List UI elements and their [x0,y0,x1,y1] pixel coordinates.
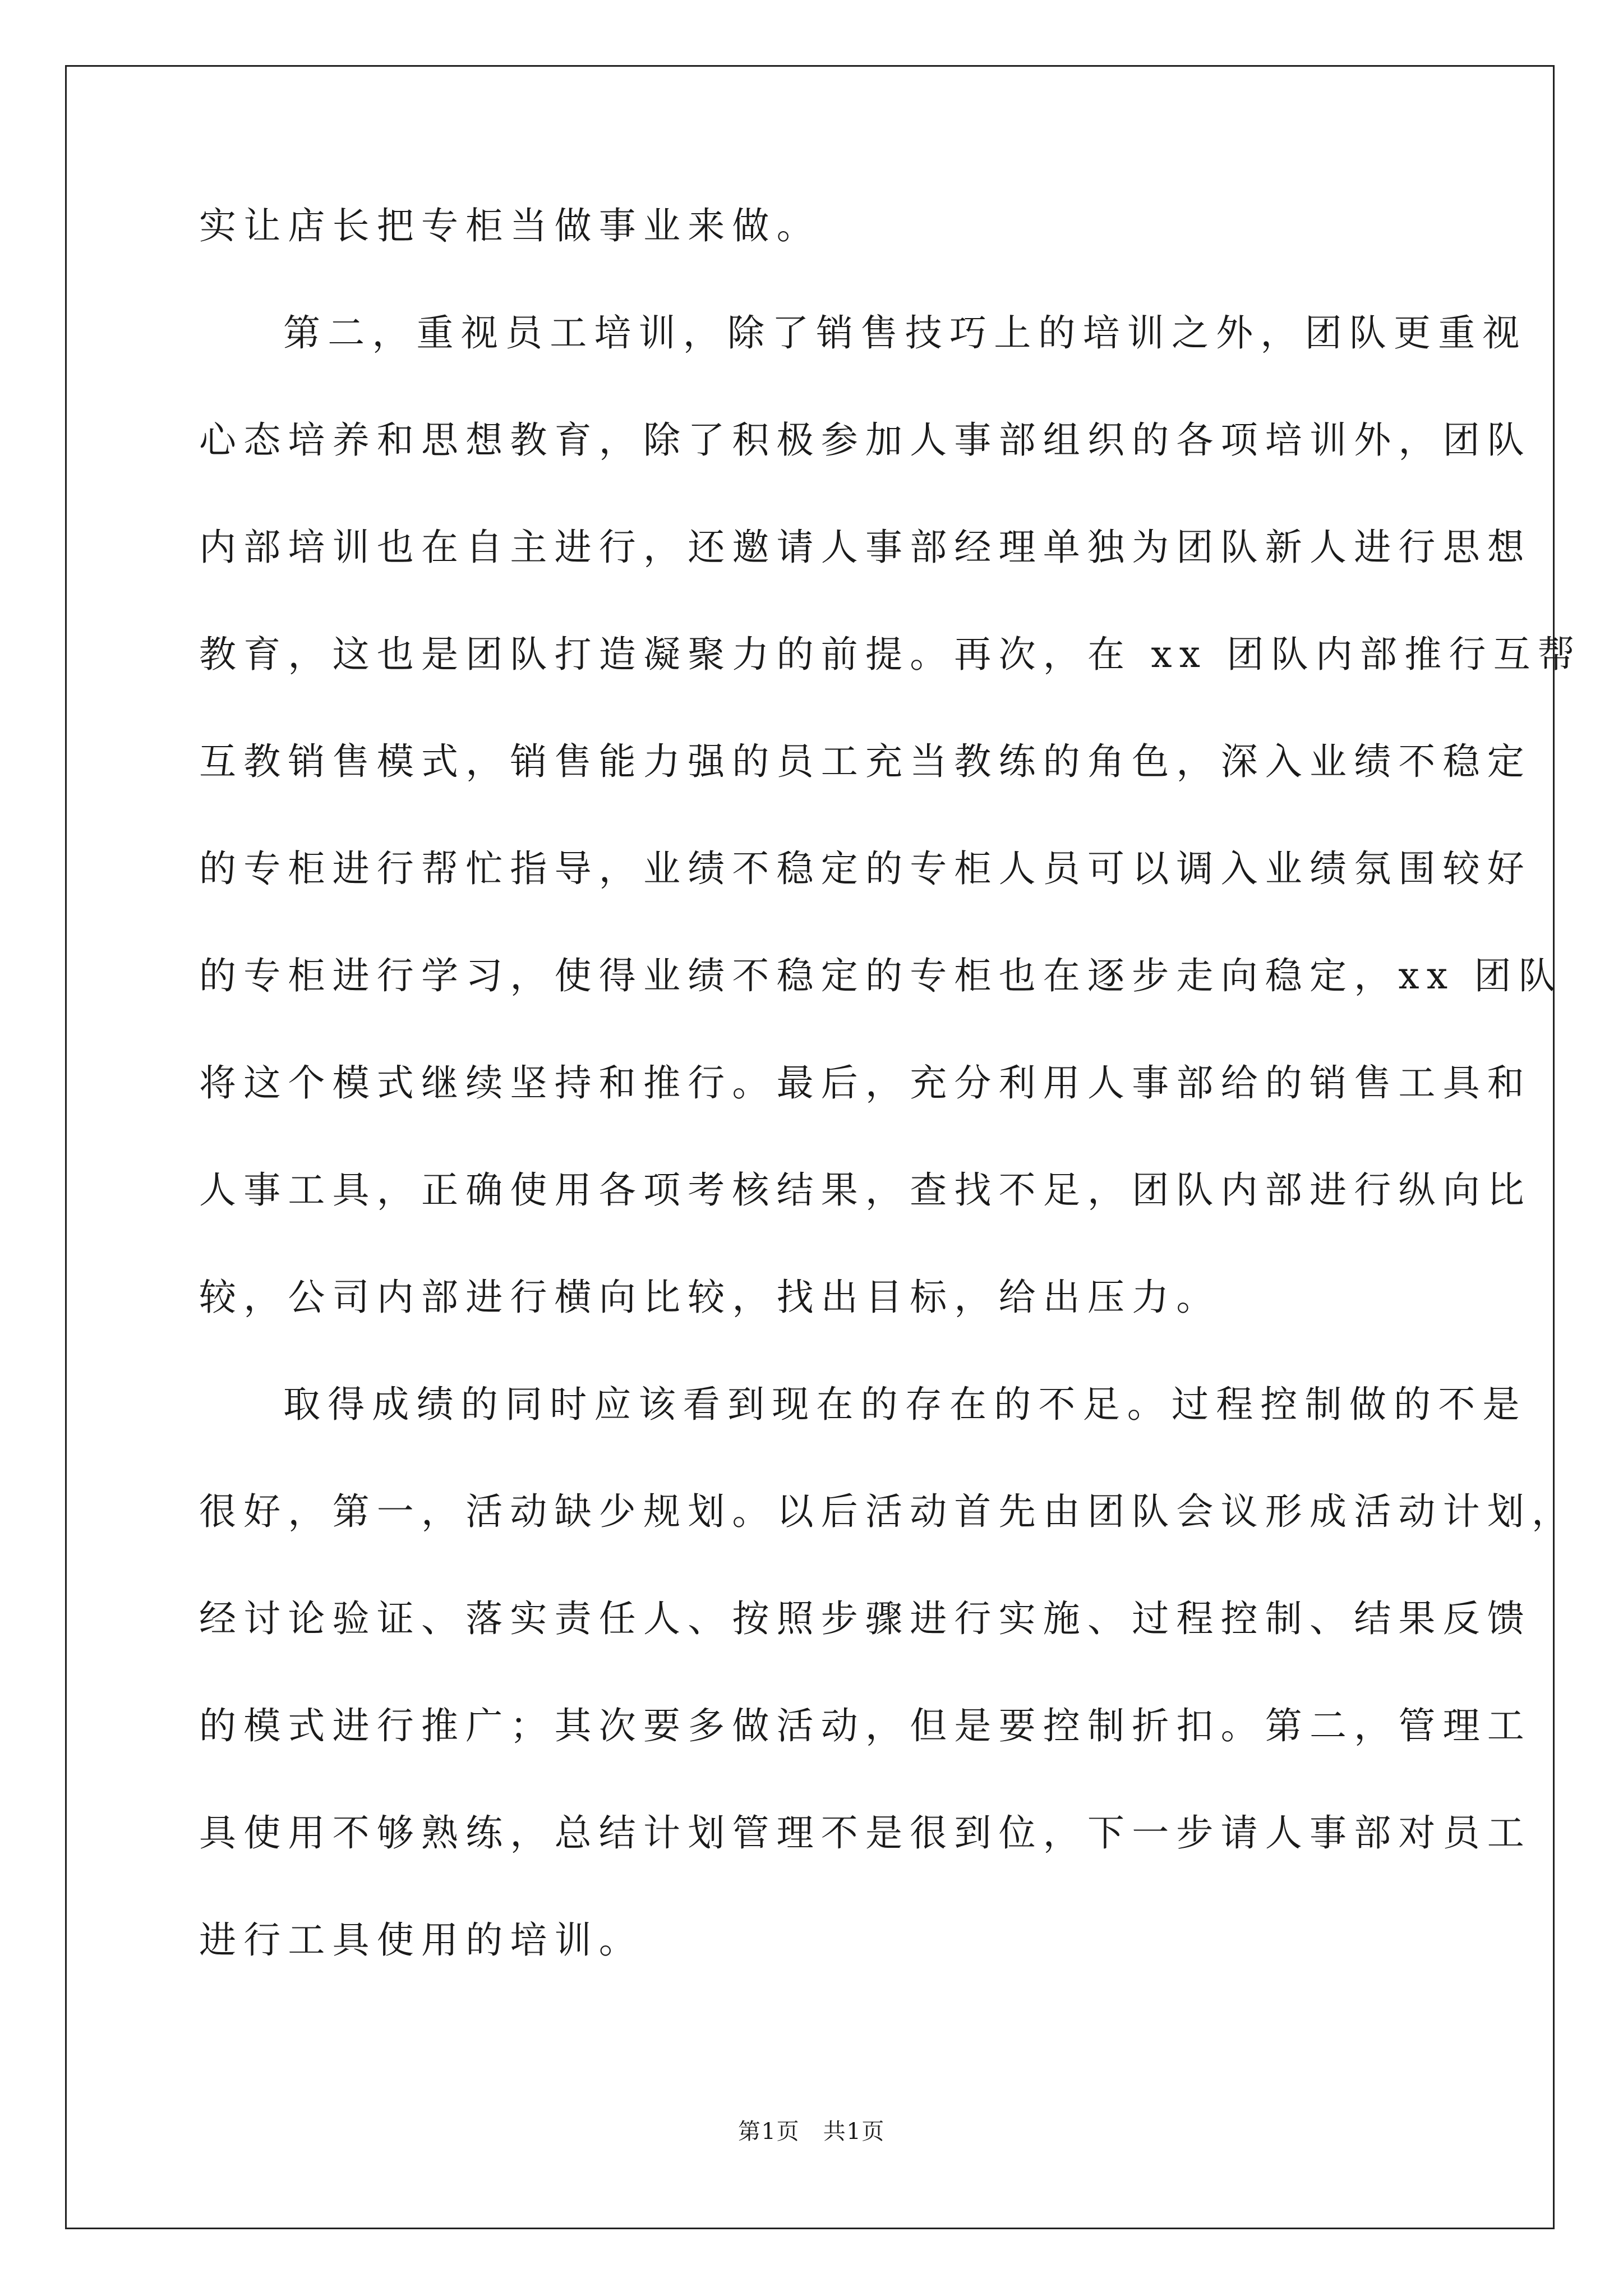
text-line: 的专柜进行学习，使得业绩不稳定的专柜也在逐步走向稳定，xx 团队 [199,954,1563,997]
text-line: 的专柜进行帮忙指导，业绩不稳定的专柜人员可以调入业绩氛围较好 [199,847,1532,890]
text-line: 实让店长把专柜当做事业来做。 [199,204,821,247]
text-line: 心态培养和思想教育，除了积极参加人事部组织的各项培训外，团队 [199,418,1532,462]
text-line: 人事工具，正确使用各项考核结果，查找不足，团队内部进行纵向比 [199,1168,1532,1212]
text-line: 很好，第一，活动缺少规划。以后活动首先由团队会议形成活动计划， [199,1490,1576,1533]
text-line: 将这个模式继续坚持和推行。最后，充分利用人事部给的销售工具和 [199,1061,1532,1105]
document-body [199,204,1583,2029]
text-line: 进行工具使用的培训。 [199,1918,643,1962]
text-line: 第二，重视员工培训，除了销售技巧上的培训之外，团队更重视 [283,311,1527,355]
text-line: 互教销售模式，销售能力强的员工充当教练的角色，深入业绩不稳定 [199,740,1532,783]
text-line: 教育，这也是团队打造凝聚力的前提。再次，在 xx 团队内部推行互帮 [199,633,1583,676]
text-line: 内部培训也在自主进行，还邀请人事部经理单独为团队新人进行思想 [199,526,1532,569]
text-line: 经讨论验证、落实责任人、按照步骤进行实施、过程控制、结果反馈 [199,1597,1532,1640]
page-number-footer: 第1页 共1页 [737,2119,886,2145]
text-line: 具使用不够熟练，总结计划管理不是很到位，下一步请人事部对员工 [199,1811,1532,1855]
text-line: 取得成绩的同时应该看到现在的存在的不足。过程控制做的不是 [283,1383,1527,1426]
text-line: 的模式进行推广；其次要多做活动，但是要控制折扣。第二，管理工 [199,1704,1532,1747]
text-line: 较，公司内部进行横向比较，找出目标，给出压力。 [199,1276,1221,1319]
